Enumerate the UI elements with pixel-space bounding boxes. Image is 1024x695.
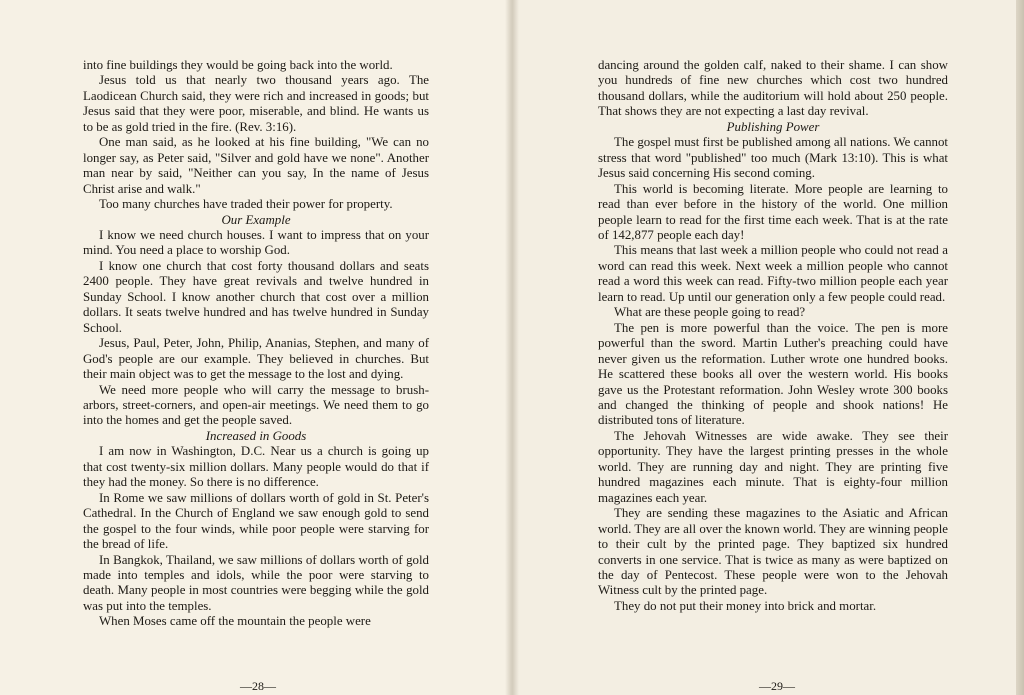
paragraph: I know one church that cost forty thousand dollars and seats 2400 people. They have great revivals and twelve hundred in Sunday School. I know another church that cost over a million dollars. It seats twelve hundred and has twelve hundred in Sunday School. bbox=[83, 258, 429, 335]
paragraph: dancing around the golden calf, naked to their shame. I can show you hundreds of fine new churches which cost two hundred thousand dollars, while the auditorium will hold about 250 people. That shows they are not expecting a last day revival. bbox=[598, 58, 948, 119]
paragraph: I am now in Washington, D.C. Near us a church is going up that cost twenty-six million dollars. Many people would do that if they had the money. So there is no difference. bbox=[83, 444, 429, 490]
right-page-text bbox=[598, 58, 948, 614]
section-heading: Increased in Goods bbox=[205, 428, 307, 443]
paragraph: Jesus, Paul, Peter, John, Philip, Ananias, Stephen, and many of God's people are our example. They believed in churches. But their main object was to get the message to the lost and dying. bbox=[83, 336, 429, 382]
paragraph: The Jehovah Witnesses are wide awake. They see their opportunity. They have the largest printing presses in the whole world. They are running day and night. They are printing five hundred magazines each minute. That is eighty-four million magazines each year. bbox=[598, 428, 948, 505]
paragraph: This world is becoming literate. More people are learning to read than ever before in the history of the world. One million people learn to read for the first time each week. That is at the rate of 142,877 people each day! bbox=[598, 181, 948, 242]
paragraph: We need more people who will carry the message to brush-arbors, street-corners, and open-air meetings. We need them to go into the homes and get the people saved. bbox=[83, 382, 429, 428]
paragraph: This means that last week a million people who could not read a word can read this week. Next week a million people who cannot read a word this week can read. Fifty-two million people each year learn to read. Up until our generation only a few people could read. bbox=[598, 243, 948, 304]
paragraph: In Rome we saw millions of dollars worth of gold in St. Peter's Cathedral. In the Church of England we saw enough gold to send the gospel to the four winds, while poor people were starving for the bread of life. bbox=[83, 490, 429, 552]
paragraph: The gospel must first be published among all nations. We cannot stress that word "published" too much (Mark 13:10). This is what Jesus said concerning His second coming. bbox=[598, 135, 948, 181]
section-heading: Publishing Power bbox=[726, 119, 820, 134]
paragraph: They are sending these magazines to the Asiatic and African world. They are all over the known world. They are winning people to their cult by the printed page. They baptized six hundred converts in one service. That is twice as many as were baptized on the day of Pentecost. These people were won to the Jehovah Witness cult by the printed page. bbox=[598, 506, 948, 598]
paragraph: In Bangkok, Thailand, we saw millions of dollars worth of gold made into temples and idols, while the poor were starving to death. Many people in most countries were begging while the gold was put into the temples. bbox=[83, 552, 429, 613]
paragraph: One man said, as he looked at his fine building, "We can no longer say, as Peter said, "Silver and gold have we none". Another man near by said, "Neither can you say, In the name of Jesus Christ arise and walk." bbox=[83, 135, 429, 196]
page-number: —29— bbox=[759, 679, 795, 693]
paragraph: When Moses came off the mountain the people were bbox=[99, 614, 371, 629]
right-page bbox=[512, 0, 1024, 695]
book-gutter bbox=[505, 0, 519, 695]
paragraph: The pen is more powerful than the voice. The pen is more powerful than the sword. Martin Luther's preaching could have never given us the reformation. Luther wrote one hundred books. He scattered these books all over the western world. His books gave us the Protestant reformation. John Wesley wrote 300 books and changed the thinking of people and shook nations! He distributed tons of literature. bbox=[598, 320, 948, 428]
paragraph: Jesus told us that nearly two thousand years ago. The Laodicean Church said, they were rich and increased in goods; but Jesus said that they were poor, miserable, and blind. He wants us to be as gold tried in the fire. (Rev. 3:16). bbox=[83, 73, 429, 134]
paragraph: into fine buildings they would be going back into the world. bbox=[83, 58, 393, 72]
paragraph: What are these people going to read? bbox=[614, 305, 806, 320]
section-heading: Our Example bbox=[221, 212, 291, 227]
paragraph: Too many churches have traded their power for property. bbox=[99, 197, 393, 212]
page-number: —28— bbox=[240, 679, 276, 693]
paragraph: I know we need church houses. I want to impress that on your mind. You need a place to worship God. bbox=[83, 227, 429, 258]
left-page-text bbox=[83, 58, 429, 630]
paragraph: They do not put their money into brick and mortar. bbox=[614, 598, 877, 613]
page-edge bbox=[1016, 0, 1024, 695]
